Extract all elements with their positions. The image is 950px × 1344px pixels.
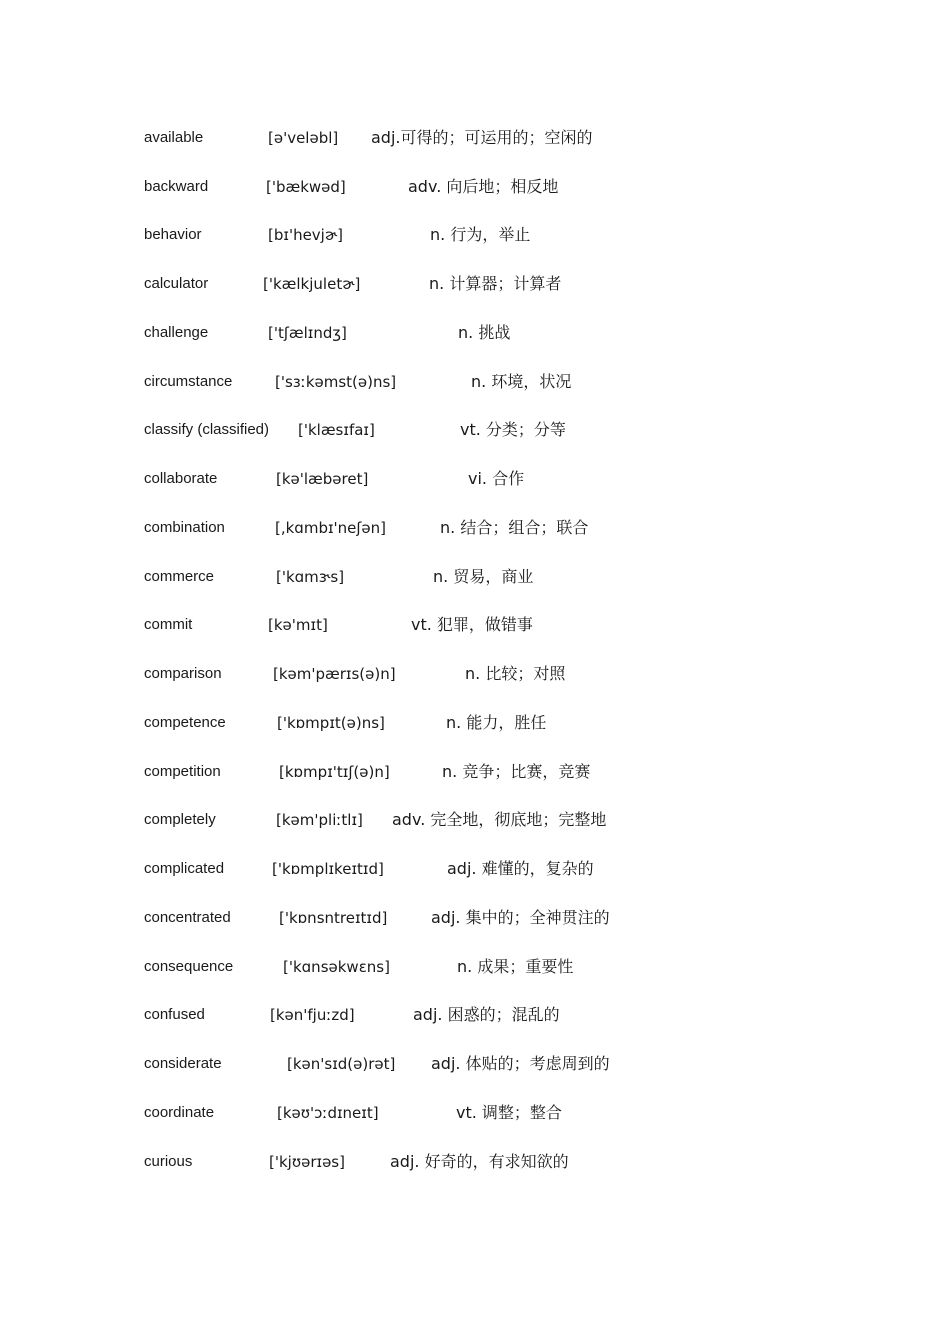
vocab-phonetic: ['klæsɪfaɪ] (298, 421, 375, 439)
vocab-meaning: adj. 好奇的，有求知欲的 (390, 1152, 569, 1171)
vocab-meaning: vi. 合作 (468, 469, 525, 488)
vocab-phonetic: ['kɒnsntreɪtɪd] (279, 909, 388, 927)
vocab-word: commerce (144, 568, 215, 585)
vocab-word: classify (classified) (144, 421, 270, 438)
vocab-meaning: adv. 向后地；相反地 (408, 177, 559, 196)
vocab-meaning: n. 竞争；比赛，竞赛 (442, 762, 591, 781)
vocab-phonetic: [kəm'pærɪs(ə)n] (273, 665, 396, 683)
vocab-word: behavior (144, 226, 202, 243)
vocab-meaning: vt. 调整；整合 (456, 1103, 562, 1122)
vocab-meaning: n. 计算器；计算者 (429, 274, 562, 293)
vocab-entry (0, 562, 950, 592)
vocab-meaning: vt. 犯罪，做错事 (411, 615, 533, 634)
vocab-meaning: n. 比较；对照 (465, 664, 566, 683)
vocab-word: completely (144, 811, 216, 828)
vocab-word: combination (144, 519, 225, 536)
vocab-phonetic: [bɪ'hevjɚ] (268, 226, 343, 244)
vocab-entry (0, 952, 950, 982)
vocab-entry (0, 757, 950, 787)
vocab-phonetic: [kɒmpɪ'tɪʃ(ə)n] (279, 763, 390, 781)
vocab-meaning: n. 能力，胜任 (446, 713, 547, 732)
vocab-meaning: n. 行为，举止 (430, 225, 531, 244)
vocab-word: challenge (144, 324, 209, 341)
vocab-meaning: adj.可得的；可运用的；空闲的 (371, 128, 593, 147)
vocab-phonetic: [kəʊ'ɔːdɪneɪt] (277, 1104, 379, 1122)
vocab-meaning: vt. 分类；分等 (460, 420, 566, 439)
vocab-entry (0, 464, 950, 494)
vocab-phonetic: ['kælkjuletɚ] (263, 275, 361, 293)
vocab-phonetic: ['kɒmplɪkeɪtɪd] (272, 860, 384, 878)
vocab-meaning: n. 挑战 (458, 323, 511, 342)
vocab-word: competition (144, 763, 221, 780)
vocab-word: confused (144, 1006, 205, 1023)
vocab-meaning: n. 结合；组合；联合 (440, 518, 589, 537)
vocab-entry (0, 269, 950, 299)
vocab-phonetic: ['kjʊərɪəs] (269, 1153, 345, 1171)
vocab-meaning: adj. 体贴的；考虑周到的 (431, 1054, 610, 1073)
vocab-word: backward (144, 178, 209, 195)
vocab-phonetic: [ə'veləbl] (268, 129, 339, 147)
vocab-meaning: adj. 困惑的；混乱的 (413, 1005, 560, 1024)
vocab-phonetic: [kəm'pliːtlɪ] (276, 811, 363, 829)
vocab-word: comparison (144, 665, 222, 682)
vocab-entry (0, 220, 950, 250)
vocab-entry (0, 610, 950, 640)
vocab-word: circumstance (144, 373, 233, 390)
vocab-meaning: n. 环境，状况 (471, 372, 572, 391)
vocab-phonetic: ['kɑnsəkwɛns] (283, 958, 390, 976)
vocab-word: consequence (144, 958, 234, 975)
vocab-entry (0, 659, 950, 689)
vocab-word: complicated (144, 860, 225, 877)
vocab-entry (0, 854, 950, 884)
vocab-word: calculator (144, 275, 209, 292)
vocab-phonetic: ['sɜːkəmst(ə)ns] (275, 373, 397, 391)
vocab-meaning: adj. 难懂的，复杂的 (447, 859, 594, 878)
vocab-entry (0, 1000, 950, 1030)
vocab-entry (0, 903, 950, 933)
vocab-entry (0, 1147, 950, 1177)
vocab-entry (0, 1049, 950, 1079)
vocab-entry (0, 172, 950, 202)
vocab-phonetic: [,kɑmbɪ'neʃən] (275, 519, 387, 537)
vocab-meaning: n. 成果；重要性 (457, 957, 574, 976)
vocab-entry (0, 123, 950, 153)
vocab-word: concentrated (144, 909, 231, 926)
vocab-meaning: n. 贸易，商业 (433, 567, 534, 586)
vocab-phonetic: [kə'læbəret] (276, 470, 369, 488)
vocab-entry (0, 805, 950, 835)
vocab-entry (0, 367, 950, 397)
vocab-phonetic: ['kɑmɝs] (276, 568, 345, 586)
vocab-entry (0, 415, 950, 445)
vocab-entry (0, 1098, 950, 1128)
vocab-phonetic: [kə'mɪt] (268, 616, 328, 634)
vocab-phonetic: ['kɒmpɪt(ə)ns] (277, 714, 385, 732)
vocab-word: available (144, 129, 204, 146)
vocab-entry (0, 513, 950, 543)
vocab-phonetic: [kən'fjuːzd] (270, 1006, 355, 1024)
vocab-phonetic: ['tʃælɪndʒ] (268, 324, 347, 342)
vocab-entry (0, 708, 950, 738)
vocab-word: commit (144, 616, 193, 633)
vocab-phonetic: ['bækwəd] (266, 178, 346, 196)
vocab-word: considerate (144, 1055, 222, 1072)
vocab-entry (0, 318, 950, 348)
vocab-word: competence (144, 714, 226, 731)
vocab-meaning: adj. 集中的；全神贯注的 (431, 908, 610, 927)
vocab-word: collaborate (144, 470, 218, 487)
vocab-word: curious (144, 1153, 193, 1170)
vocab-phonetic: [kən'sɪd(ə)rət] (287, 1055, 396, 1073)
vocab-word: coordinate (144, 1104, 215, 1121)
vocab-meaning: adv. 完全地，彻底地；完整地 (392, 810, 607, 829)
